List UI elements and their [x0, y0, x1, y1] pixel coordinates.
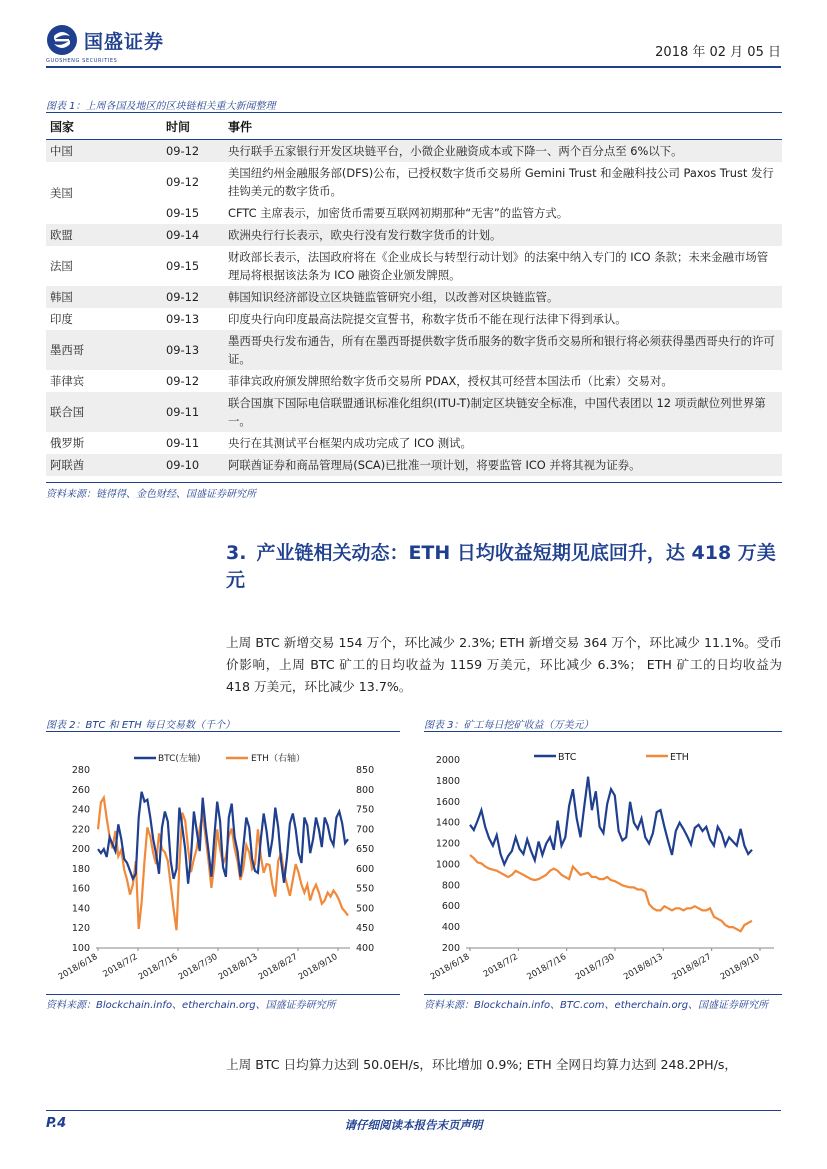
- time-cell: 09-12: [162, 139, 224, 162]
- y-tick-label: 2000: [435, 755, 460, 766]
- time-cell: 09-15: [166, 258, 200, 273]
- y-right-tick-label: 800: [356, 784, 375, 796]
- country-cell: 墨西哥: [46, 330, 162, 370]
- section-3-paragraph-1: 上周 BTC 新增交易 154 万个，环比减少 2.3%; ETH 新增交易 364 万个，环比减少 11.1%。受币价影响，上周 BTC 矿工的日均收益为 1159 万美元，环比减少 6.3%； ETH 矿工的日均收益为 418 万美元，环比减少 13.7%。: [226, 635, 782, 694]
- table-row: [46, 286, 782, 308]
- y-right-tick-label: 850: [356, 765, 375, 776]
- x-tick-label: 2018/7/2: [481, 951, 520, 980]
- x-tick-label: 2018/6/18: [56, 951, 100, 983]
- y-right-tick-label: 700: [356, 824, 375, 836]
- event-cell: 央行在其测试平台框架内成功完成了 ICO 测试。: [228, 435, 472, 450]
- col-country-header: 国家: [46, 114, 162, 139]
- eth-series-line: [470, 855, 752, 931]
- chart3-container: [424, 740, 782, 994]
- country-cell: 法国: [50, 258, 73, 273]
- time-cell: 09-12: [166, 174, 200, 189]
- event-cell: 阿联酋证券和商品管理局(SCA)已批准一项计划，将要监管 ICO 并将其视为证券。: [224, 454, 782, 476]
- table1-source: 资料来源：链得得、金色财经、国盛证券研究所: [46, 489, 256, 500]
- y-left-tick-label: 260: [71, 784, 90, 796]
- chart3-caption: 图表 3：矿工每日挖矿收益（万美元）: [424, 720, 594, 731]
- y-right-tick-label: 500: [356, 903, 375, 915]
- y-left-tick-label: 160: [71, 883, 90, 895]
- time-cell: 09-11: [162, 392, 224, 432]
- legend-btc-label: BTC(左轴): [158, 754, 201, 764]
- section-3-paragraph-2: 上周 BTC 日均算力达到 50.0EH/s，环比增加 0.9%; ETH 全网日均算力达到 248.2PH/s，: [226, 1057, 738, 1072]
- legend-btc-label: BTC: [558, 752, 577, 763]
- y-tick-label: 1400: [435, 817, 460, 829]
- page-number: P.4: [46, 1116, 67, 1131]
- y-tick-label: 400: [441, 922, 460, 934]
- y-left-tick-label: 180: [71, 863, 90, 875]
- brand-name: 国盛证券: [84, 30, 165, 53]
- time-cell: 09-12: [162, 286, 224, 308]
- legend-eth-label: ETH（右轴）: [251, 754, 305, 764]
- guosheng-logo-icon: [46, 24, 78, 56]
- table-row: [46, 330, 782, 370]
- y-right-tick-label: 450: [356, 923, 375, 935]
- x-tick-label: 2018/8/27: [670, 951, 714, 983]
- table1-caption: 图表 1：上周各国及地区的区块链相关重大新闻整理: [46, 101, 276, 112]
- y-right-tick-label: 600: [356, 863, 375, 875]
- x-tick-label: 2018/7/16: [525, 951, 569, 983]
- news-table: [46, 114, 782, 476]
- mining-revenue-chart: [424, 740, 782, 990]
- time-cell: 09-13: [162, 330, 224, 370]
- chart2-container: [46, 740, 400, 994]
- time-cell: 09-11: [166, 435, 200, 450]
- chart2-bottom-rule: [46, 994, 400, 995]
- y-left-tick-label: 240: [71, 804, 90, 816]
- country-cell: 欧盟: [46, 224, 162, 246]
- footer-divider: [46, 1110, 781, 1111]
- chart2-top-rule: [46, 731, 400, 732]
- event-cell: 欧洲央行行长表示，欧央行没有发行数字货币的计划。: [224, 224, 782, 246]
- y-left-tick-label: 140: [71, 903, 90, 915]
- time-cell: 09-10: [162, 454, 224, 476]
- event-cell: 墨西哥央行发布通告，所有在墨西哥提供数字货币服务的数字货币交易所和银行将必须获得墨西哥央行的许可证。: [224, 330, 782, 370]
- x-tick-label: 2018/8/13: [216, 951, 260, 983]
- x-tick-label: 2018/7/2: [101, 951, 140, 980]
- col-event-header: 事件: [224, 114, 782, 139]
- table-row: [46, 370, 782, 392]
- chart3-top-rule: [424, 731, 782, 732]
- brand-subtitle: GUOSHENG SECURITIES: [46, 58, 118, 64]
- table-row: [46, 308, 782, 330]
- country-cell: 菲律宾: [50, 373, 85, 388]
- col-time-header: 时间: [162, 114, 224, 139]
- x-tick-label: 2018/9/10: [718, 951, 762, 983]
- y-left-tick-label: 200: [71, 844, 90, 856]
- chart2-caption: 图表 2：BTC 和 ETH 每日交易数（千个）: [46, 720, 235, 731]
- y-right-tick-label: 650: [356, 844, 375, 856]
- chart3-bottom-rule: [424, 994, 782, 995]
- x-tick-label: 2018/6/18: [428, 951, 472, 983]
- x-tick-label: 2018/8/27: [256, 951, 300, 983]
- table-row: [46, 432, 782, 454]
- btc-series-line: [98, 792, 348, 884]
- country-cell: 印度: [50, 311, 73, 326]
- event-cell: 菲律宾政府颁发牌照给数字货币交易所 PDAX，授权其可经营本国法币（比索）交易对。: [228, 373, 673, 388]
- x-tick-label: 2018/8/13: [622, 951, 665, 983]
- y-right-tick-label: 550: [356, 883, 375, 895]
- y-tick-label: 800: [441, 880, 460, 892]
- y-tick-label: 200: [441, 943, 460, 954]
- btc-eth-transactions-chart: [46, 740, 400, 990]
- table-row: [46, 454, 782, 476]
- y-right-tick-label: 400: [356, 943, 375, 954]
- report-date: 2018 年 02 月 05 日: [655, 45, 781, 60]
- country-cell: 美国: [50, 185, 73, 200]
- time-cell: 09-13: [166, 311, 200, 326]
- table-row: [46, 246, 782, 286]
- y-left-tick-label: 280: [71, 765, 90, 776]
- time-cell: 09-14: [162, 224, 224, 246]
- x-tick-label: 2018/7/16: [136, 951, 180, 983]
- y-left-tick-label: 100: [71, 943, 90, 954]
- x-tick-label: 2018/7/30: [176, 951, 220, 983]
- table1-bottom-rule: [46, 482, 782, 483]
- time-cell: 09-12: [166, 373, 200, 388]
- table-header-row: [46, 114, 782, 139]
- header-divider: [46, 66, 781, 68]
- section-3-heading: [226, 540, 786, 594]
- event-cell: 央行联手五家银行开发区块链平台，小微企业融资成本或下降一、两个百分点至 6%以下。: [224, 139, 782, 162]
- y-left-tick-label: 220: [71, 824, 90, 836]
- y-tick-label: 1800: [435, 775, 460, 787]
- legend-eth-label: ETH: [670, 752, 689, 763]
- btc-series-line: [470, 777, 752, 865]
- y-right-tick-label: 750: [356, 804, 375, 816]
- event-cell: 韩国知识经济部设立区块链监管研究小组，以改善对区块链监管。: [224, 286, 782, 308]
- section-title-text: 产业链相关动态：ETH 日均收益短期见底回升，达 418 万美元: [226, 542, 776, 591]
- event-cell: 财政部长表示，法国政府将在《企业成长与转型行动计划》的法案中纳入专门的 ICO 条款；未来金融市场管理局将根据该法条为 ICO 融资企业颁发牌照。: [228, 249, 769, 282]
- y-tick-label: 1200: [435, 838, 460, 850]
- event-cell: CFTC 主席表示，加密货币需要互联网初期那种“无害”的监管方式。: [228, 205, 569, 220]
- y-tick-label: 600: [441, 901, 460, 913]
- table1-top-rule: [46, 112, 782, 113]
- x-tick-label: 2018/9/10: [296, 951, 340, 983]
- table-row: [46, 162, 782, 202]
- y-left-tick-label: 120: [71, 923, 90, 935]
- country-cell: 联合国: [46, 392, 162, 432]
- chart3-source: 资料来源：Blockchain.info、BTC.com、etherchain.org、国盛证券研究所: [424, 1000, 769, 1011]
- section-number: 3.: [226, 542, 247, 564]
- table-row: [46, 224, 782, 246]
- country-cell: 俄罗斯: [50, 435, 85, 450]
- event-cell: 印度央行向印度最高法院提交宣誓书，称数字货币不能在现行法律下得到承认。: [228, 311, 627, 326]
- table-row: [46, 139, 782, 162]
- country-cell: 中国: [46, 139, 162, 162]
- country-cell: 韩国: [46, 286, 162, 308]
- table-row: [46, 392, 782, 432]
- y-tick-label: 1000: [435, 859, 460, 871]
- event-cell: 联合国旗下国际电信联盟通讯标准化组织(ITU-T)制定区块链安全标准，中国代表团以 12 项贡献位列世界第一。: [224, 392, 782, 432]
- country-cell: 阿联酋: [46, 454, 162, 476]
- chart2-source: 资料来源：Blockchain.info、etherchain.org、国盛证券研究所: [46, 1000, 336, 1011]
- y-tick-label: 1600: [435, 796, 460, 808]
- disclaimer-note: 请仔细阅读本报告末页声明: [344, 1118, 483, 1132]
- brand-logo: [46, 24, 164, 56]
- x-tick-label: 2018/7/30: [573, 951, 617, 983]
- time-cell: 09-15: [166, 205, 200, 220]
- event-cell: 美国纽约州金融服务部(DFS)公布，已授权数字货币交易所 Gemini Trust 和金融科技公司 Paxos Trust 发行挂钩美元的数字货币。: [228, 165, 774, 198]
